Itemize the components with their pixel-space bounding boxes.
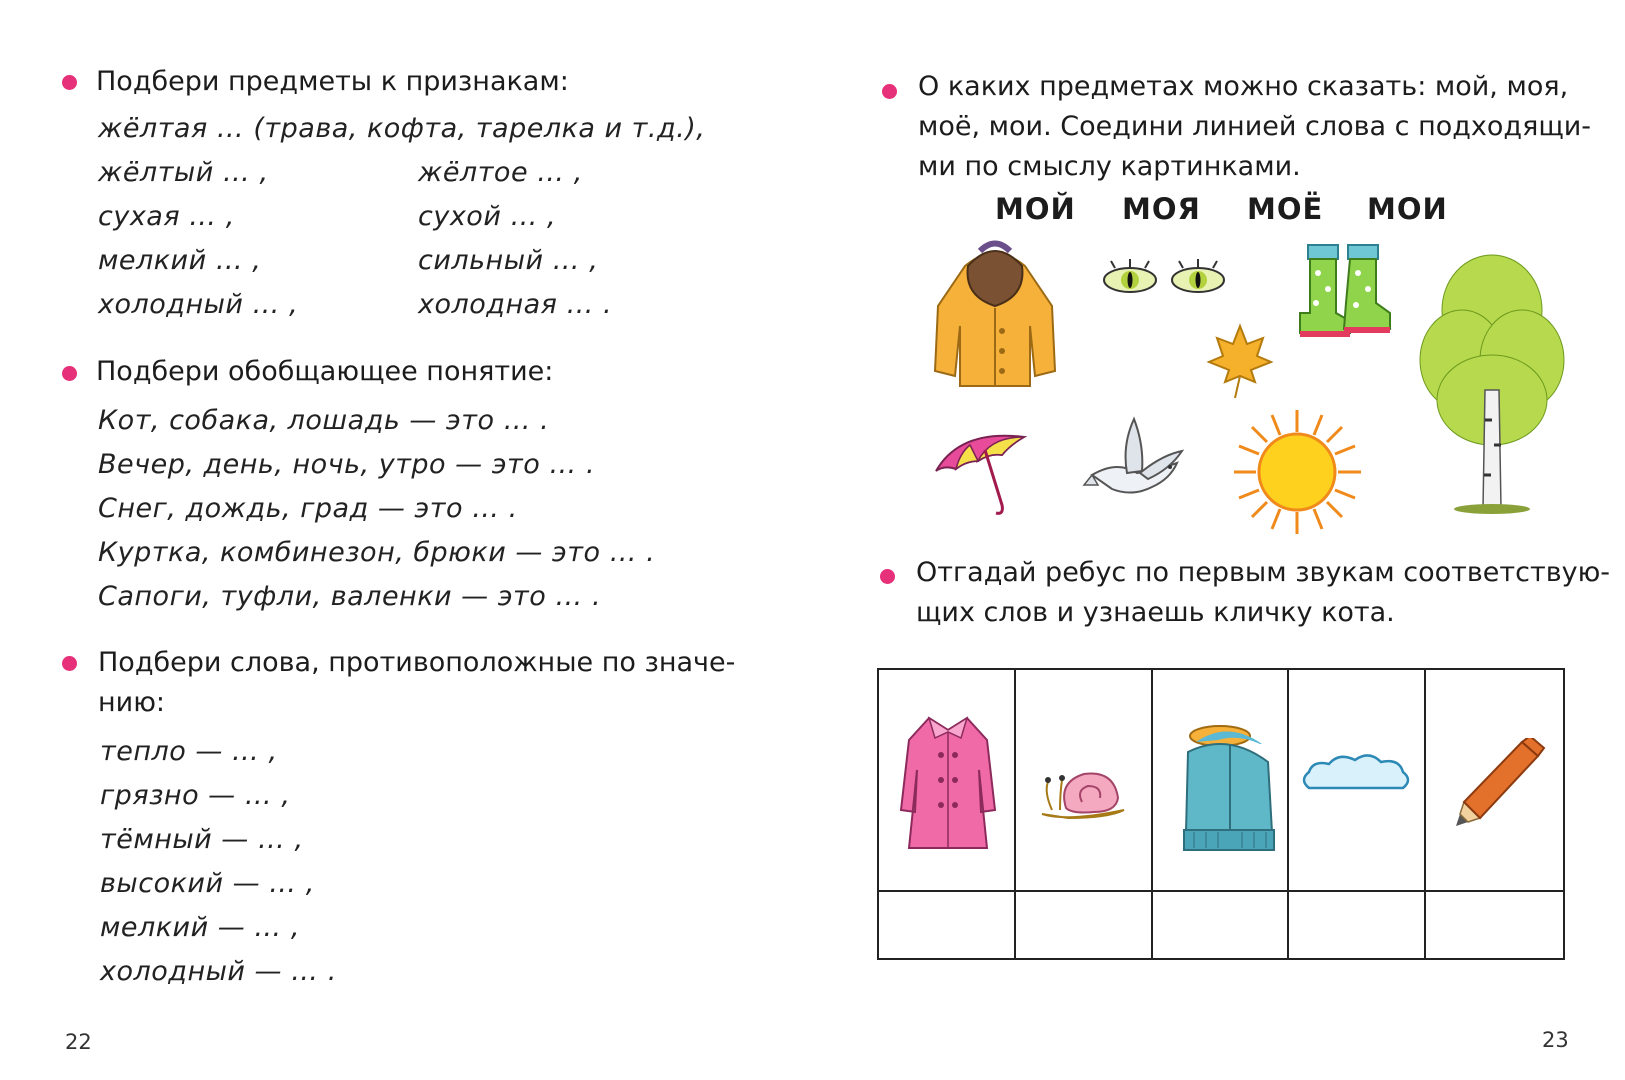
bullet-icon xyxy=(62,75,77,90)
sun-icon[interactable] xyxy=(1230,408,1365,536)
rebus-answer-cell-5[interactable] xyxy=(1426,892,1563,958)
rebus-cell-coat xyxy=(879,670,1016,892)
task1-col2-0: жёлтое … , xyxy=(418,157,583,188)
task3-line-5: холодный — … . xyxy=(100,956,337,987)
task2-heading: Подбери обобщающее понятие: xyxy=(96,356,554,387)
boots-icon[interactable] xyxy=(1290,243,1400,343)
task3-heading: Подбери слова, противоположные по значе- нию: xyxy=(98,647,736,718)
pronoun-moy: МОЙ xyxy=(995,192,1076,226)
task1-col1-0: жёлтый … , xyxy=(98,157,269,188)
task2-line-0: Кот, собака, лошадь — это … . xyxy=(98,405,550,436)
task1-col1-3: холодный … , xyxy=(98,289,299,320)
task4-heading: О каких предметах можно сказать: мой, моя, моё, мои. Соедини линией слова с подходящи- ми по смыслу картинками. xyxy=(918,71,1592,182)
rebus-cell-pencil xyxy=(1426,670,1563,892)
right-page xyxy=(812,0,1625,1080)
task1-col1-2: мелкий … , xyxy=(98,245,262,276)
rebus-cell-snail xyxy=(1016,670,1153,892)
task1-line0: жёлтая … (трава, кофта, тарелка и т.д.), xyxy=(98,113,706,144)
hat-icon xyxy=(1178,722,1278,862)
pronoun-moi: МОИ xyxy=(1367,192,1448,226)
coat-icon xyxy=(899,710,997,855)
pronoun-moya: МОЯ xyxy=(1122,192,1201,226)
task2-line-3: Куртка, комбинезон, брюки — это … . xyxy=(98,537,656,568)
jacket-icon[interactable] xyxy=(930,236,1060,396)
task1-col2-1: сухой … , xyxy=(418,201,557,232)
rebus-answer-cell-1[interactable] xyxy=(879,892,1016,958)
task3-line-0: тепло — … , xyxy=(100,736,278,767)
task3-line-3: высокий — … , xyxy=(100,868,315,899)
rebus-table xyxy=(877,668,1565,960)
umbrella-icon[interactable] xyxy=(930,425,1030,520)
birch-tree-icon[interactable] xyxy=(1417,250,1567,515)
task5-heading: Отгадай ребус по первым звукам соответствую- щих слов и узнаешь кличку кота. xyxy=(916,557,1611,628)
eyes-icon[interactable] xyxy=(1095,258,1235,298)
rebus-answer-cell-2[interactable] xyxy=(1016,892,1153,958)
dove-icon[interactable] xyxy=(1082,415,1192,510)
bullet-icon xyxy=(62,366,77,381)
bullet-icon xyxy=(882,84,897,99)
bullet-icon xyxy=(880,569,895,584)
task2-line-1: Вечер, день, ночь, утро — это … . xyxy=(98,449,596,480)
task1-col2-2: сильный … , xyxy=(418,245,599,276)
rebus-cell-hat xyxy=(1153,670,1290,892)
leaf-icon[interactable] xyxy=(1205,322,1275,400)
cloud-icon xyxy=(1299,750,1413,794)
rebus-answer-cell-4[interactable] xyxy=(1289,892,1426,958)
task3-line-4: мелкий — … , xyxy=(100,912,300,943)
rebus-cell-cloud xyxy=(1289,670,1426,892)
left-page xyxy=(0,0,812,1080)
pronoun-moyo: МОЁ xyxy=(1247,192,1324,226)
task3-line-2: тёмный — … , xyxy=(100,824,304,855)
task2-line-4: Сапоги, туфли, валенки — это … . xyxy=(98,581,602,612)
page-number-right: 23 xyxy=(1542,1028,1569,1052)
task1-col2-3: холодная … . xyxy=(418,289,613,320)
rebus-answer-cell-3[interactable] xyxy=(1153,892,1290,958)
page-number-left: 22 xyxy=(65,1030,92,1054)
pencil-icon xyxy=(1450,738,1546,828)
task1-col1-1: сухая … , xyxy=(98,201,235,232)
task3-line-1: грязно — … , xyxy=(100,780,291,811)
bullet-icon xyxy=(62,656,77,671)
task2-line-2: Снег, дождь, град — это … . xyxy=(98,493,518,524)
snail-icon xyxy=(1038,752,1128,824)
task1-heading: Подбери предметы к признакам: xyxy=(96,66,569,97)
